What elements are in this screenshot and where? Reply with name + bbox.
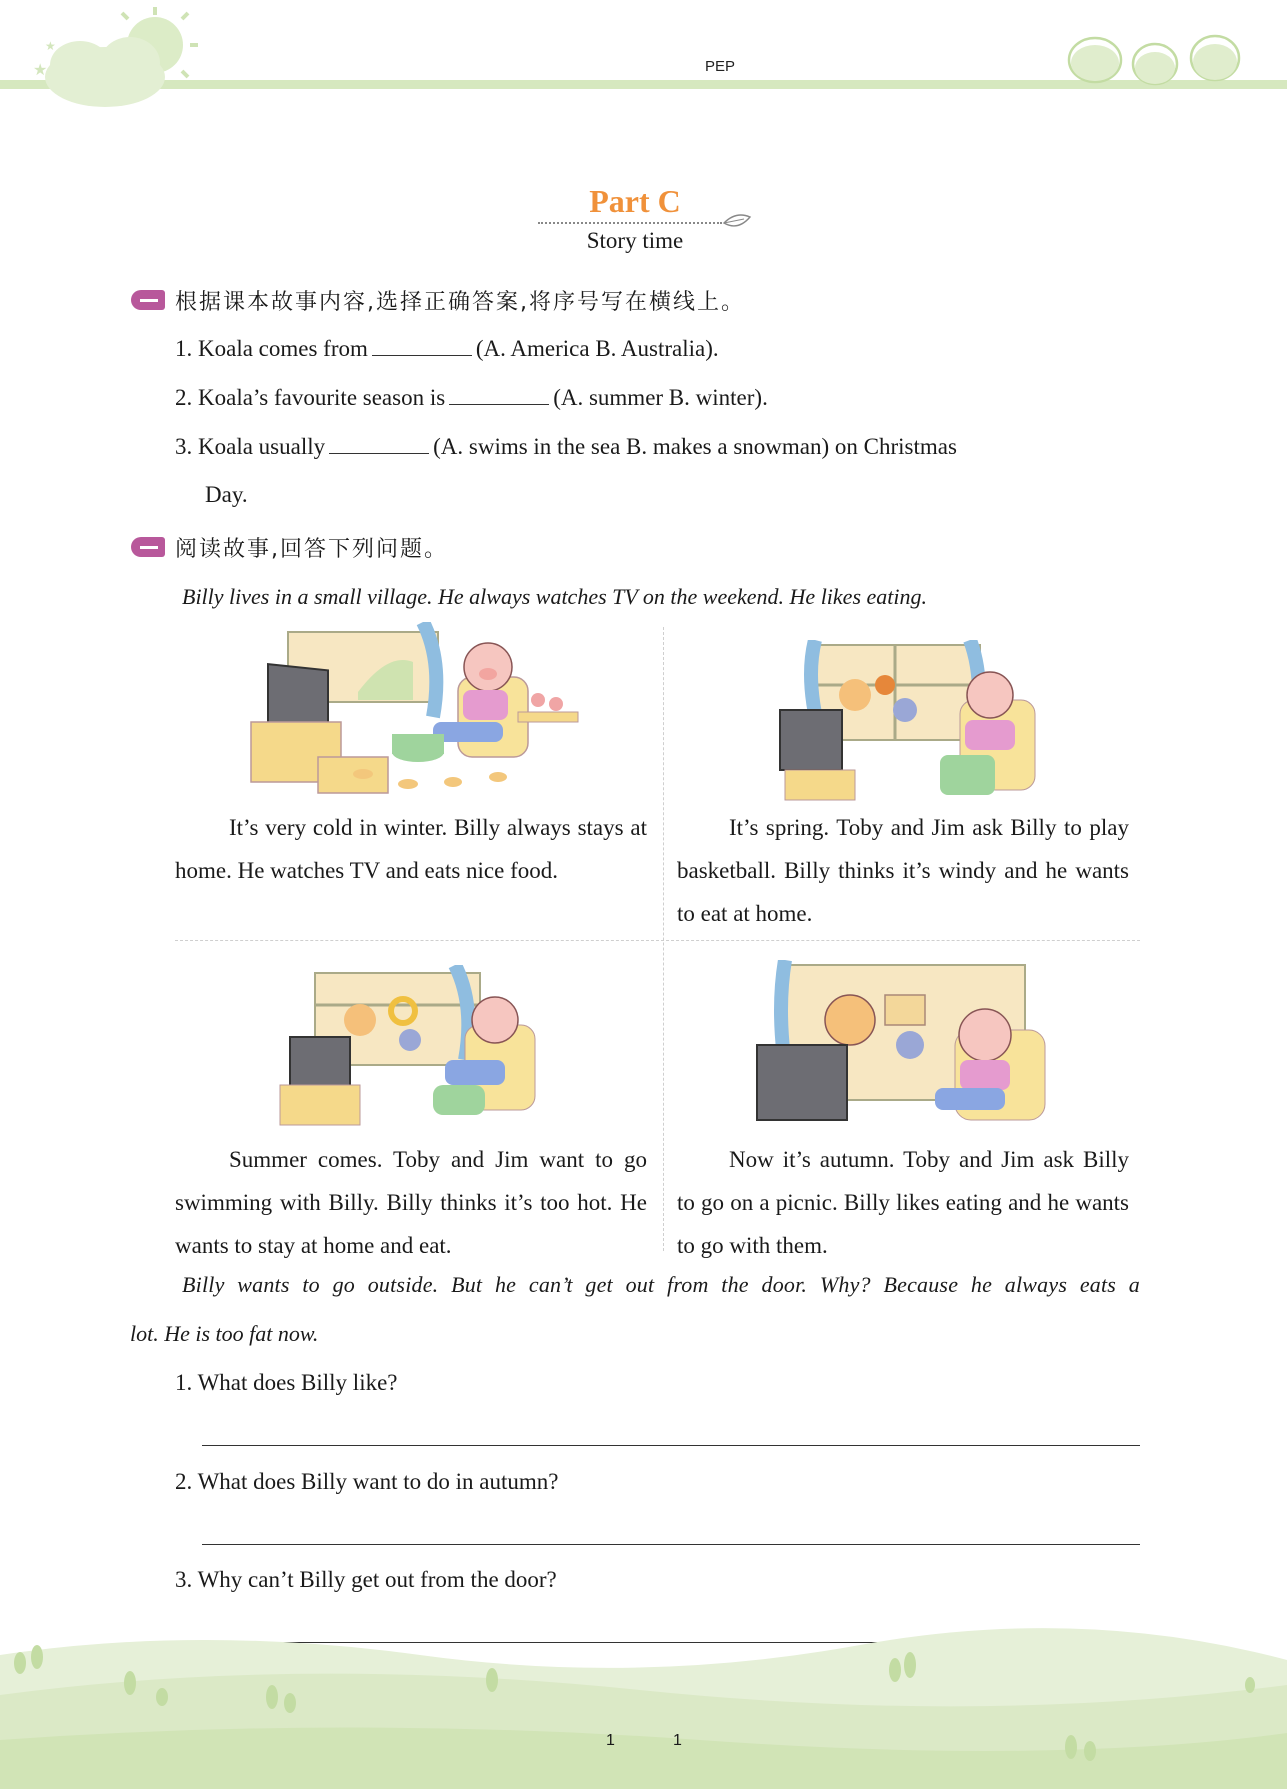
reading-question-3: 3. Why can’t Billy get out from the door? — [175, 1567, 557, 1592]
answer-blank[interactable] — [329, 433, 429, 454]
spring-basketball-illustration — [775, 640, 1055, 805]
section-2-title: 阅读故事,回答下列问题。 — [175, 537, 448, 562]
answer-line-2[interactable] — [202, 1544, 1140, 1545]
svg-text:★: ★ — [45, 39, 56, 53]
sun-cloud-icon — [25, 5, 205, 115]
question-text: 1. Koala comes from — [175, 336, 368, 361]
question-text: 2. Koala’s favourite season is — [175, 385, 446, 410]
fill-question-2 — [175, 384, 768, 411]
panel-4-text: Now it’s autumn. Toby and Jim ask Billy to go on a picnic. Billy likes eating and he wants to go with them. — [677, 1147, 1129, 1258]
svg-text:★: ★ — [33, 62, 48, 79]
fill-question-3-cont: Day. — [205, 482, 248, 507]
story-ending-line-1: Billy wants to go outside. But he can’t get out from the door. Why? Because he always eats a — [182, 1272, 1140, 1297]
panel-divider-vertical — [663, 627, 664, 1251]
winter-tv-illustration — [248, 622, 588, 802]
panel-3-text: Summer comes. Toby and Jim want to go swimming with Billy. Billy thinks it’s too hot. He wants to stay at home and eat. — [175, 1147, 647, 1258]
section-1-title: 根据课本故事内容,选择正确答案,将序号写在横线上。 — [175, 290, 745, 315]
page-number-right: 1 — [673, 1732, 682, 1749]
fill-question-1 — [175, 335, 719, 362]
footer-hills-decoration — [0, 1615, 1287, 1789]
panel-2-text: It’s spring. Toby and Jim ask Billy to play basketball. Billy thinks it’s windy and he wants to eat at home. — [677, 815, 1129, 926]
panel-1-text: It’s very cold in winter. Billy always stays at home. He watches TV and eats nice food. — [175, 815, 647, 883]
header-label: PEP — [705, 58, 736, 75]
autumn-picnic-illustration — [755, 960, 1055, 1125]
page-number-left: 1 — [606, 1732, 615, 1749]
answer-line-1[interactable] — [202, 1445, 1140, 1446]
animal-faces-icon — [1055, 18, 1255, 88]
question-options: (A. summer B. winter). — [553, 385, 768, 410]
part-title: Part C — [589, 183, 681, 219]
reading-question-1: 1. What does Billy like? — [175, 1370, 398, 1395]
question-text: 3. Koala usually — [175, 434, 326, 459]
section-1-badge — [131, 290, 165, 310]
summer-swim-illustration — [275, 965, 555, 1130]
fill-question-3 — [175, 433, 957, 460]
story-ending-line-2: lot. He is too fat now. — [130, 1321, 319, 1346]
question-options: (A. America B. Australia). — [475, 336, 719, 361]
story-intro: Billy lives in a small village. He always watches TV on the weekend. He likes eating. — [182, 584, 927, 609]
answer-blank[interactable] — [372, 335, 472, 356]
title-divider — [538, 222, 722, 224]
part-subtitle: Story time — [586, 228, 684, 253]
reading-question-2: 2. What does Billy want to do in autumn? — [175, 1469, 559, 1494]
answer-blank[interactable] — [449, 384, 549, 405]
question-options: (A. swims in the sea B. makes a snowman) on Christmas — [433, 434, 957, 459]
section-2-badge — [131, 537, 165, 557]
panel-divider-horizontal — [175, 940, 1140, 941]
